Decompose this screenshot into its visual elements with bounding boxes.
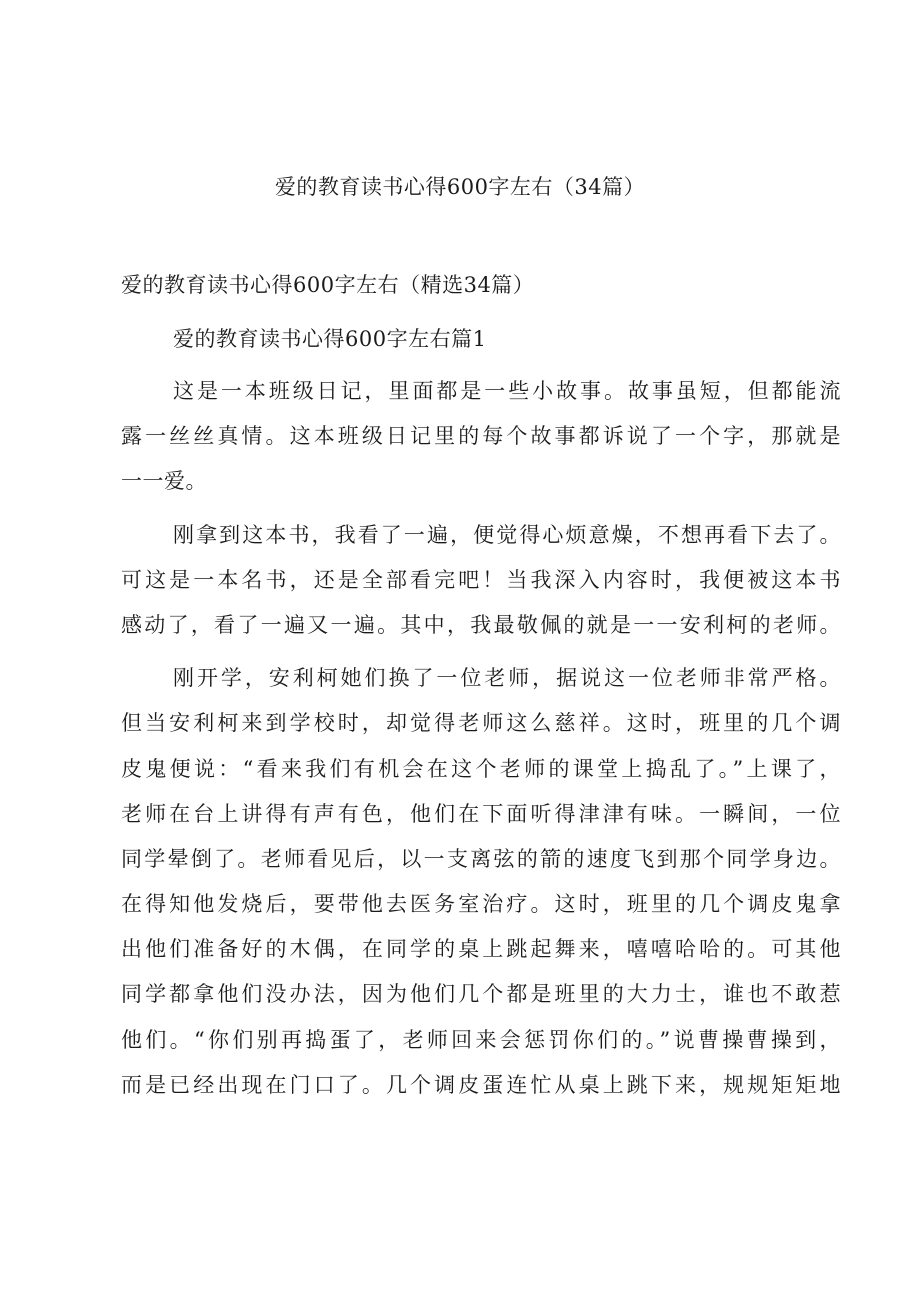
paragraph-1 — [121, 369, 841, 505]
text-line: 出他们准备好的木偶，在同学的桌上跳起舞来，嘻嘻哈哈的。可其他 — [121, 937, 841, 962]
paragraph-gap — [121, 505, 841, 513]
text-line: 刚开学，安利柯她们换了一位老师，据说这一位老师非常严格。 — [173, 666, 841, 691]
text-line: 而是已经出现在门口了。几个调皮蛋连忙从桌上跳下来，规规矩矩地 — [121, 1072, 841, 1097]
text-line: 这是一本班级日记，里面都是一些小故事。故事虽短，但都能流 — [173, 379, 841, 403]
text-line: 同学都拿他们没办法，因为他们几个都是班里的大力士，谁也不敢惹 — [121, 982, 841, 1007]
text-line: 同学晕倒了。老师看见后，以一支离弦的箭的速度飞到那个同学身边。 — [121, 846, 841, 871]
text-line: 老师在台上讲得有声有色，他们在下面听得津津有味。一瞬间，一位 — [121, 801, 841, 826]
text-line: 露一丝丝真情。这本班级日记里的每个故事都诉说了一个字，那就是 — [121, 424, 841, 449]
text-line: 但当安利柯来到学校时，却觉得老师这么慈祥。这时，班里的几个调 — [121, 711, 841, 736]
body-text — [121, 369, 841, 1108]
text-line: 他们。“你们别再捣蛋了，老师回来会惩罚你们的。”说曹操曹操到， — [121, 1027, 841, 1052]
document-title: 爱的教育读书心得600字左右（34篇） — [274, 175, 646, 199]
text-line: 在得知他发烧后，要带他去医务室治疗。这时，班里的几个调皮鬼拿 — [121, 892, 841, 917]
text-line: 刚拿到这本书，我看了一遍，便觉得心烦意燥，不想再看下去了。 — [173, 522, 841, 547]
text-line: 一一爱。 — [121, 469, 207, 494]
text-line: 皮鬼便说：“看来我们有机会在这个老师的课堂上捣乱了。”上课了， — [121, 756, 841, 781]
section-heading: 爱的教育读书心得600字左右篇1 — [173, 327, 487, 351]
paragraph-2 — [121, 513, 841, 649]
text-line: 感动了，看了一遍又一遍。其中，我最敬佩的就是一一安利柯的老师。 — [121, 612, 841, 637]
paragraph-3 — [121, 656, 841, 1108]
text-line: 可这是一本名书，还是全部看完吧！当我深入内容时，我便被这本书 — [121, 567, 841, 592]
document-subtitle: 爱的教育读书心得600字左右（精选34篇） — [121, 273, 535, 297]
paragraph-gap — [121, 648, 841, 656]
